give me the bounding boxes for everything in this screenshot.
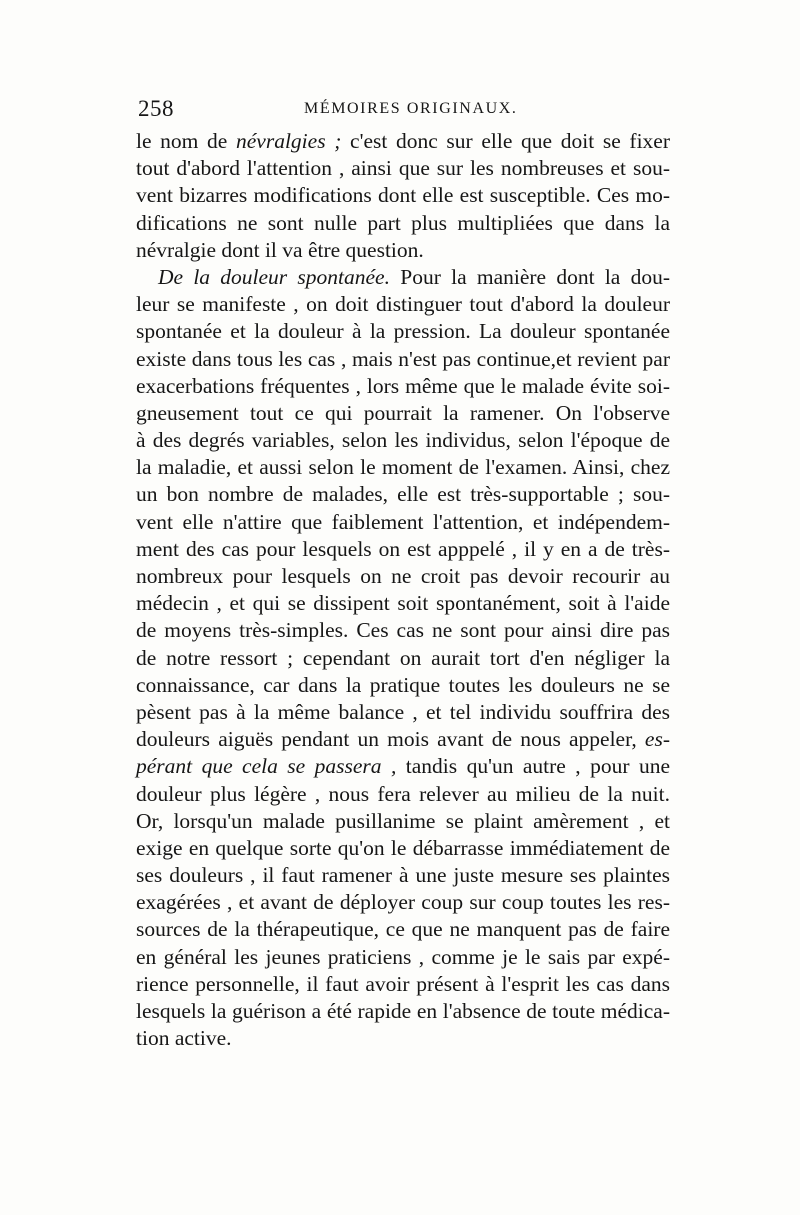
text-run: exagérées , et avant de déployer coup sur coup toutes les res- — [136, 890, 670, 915]
text-line — [136, 155, 670, 182]
text-line — [136, 835, 670, 862]
italic-text: pérant que cela se passera , — [136, 754, 397, 779]
text-run: tandis qu'un autre , pour une — [396, 754, 670, 779]
text-line — [136, 998, 670, 1025]
text-line — [136, 400, 670, 427]
running-head — [138, 96, 670, 126]
text-line — [136, 481, 670, 508]
text-run: difications ne sont nulle part plus multipliées que dans la — [136, 210, 670, 235]
text-line — [136, 699, 670, 726]
text-line — [136, 971, 670, 998]
text-run: douleur plus légère , nous fera relever au milieu de la nuit. — [136, 781, 670, 806]
text-line — [136, 645, 670, 672]
text-line — [136, 237, 670, 264]
text-run: la maladie, et aussi selon le moment de l'examen. Ainsi, chez — [136, 455, 670, 480]
text-run: leur se manifeste , on doit distinguer tout d'abord la douleur — [136, 292, 670, 317]
text-run: connaissance, car dans la pratique toutes les douleurs ne se — [136, 672, 670, 697]
text-line — [136, 617, 670, 644]
text-line — [136, 318, 670, 345]
italic-text: névralgies ; — [236, 129, 342, 153]
text-line — [136, 454, 670, 481]
text-line — [136, 563, 670, 590]
text-line — [136, 944, 670, 971]
text-line — [136, 509, 670, 536]
text-run: en général les jeunes praticiens , comme je le sais par expé- — [136, 944, 670, 969]
text-run: nombreux pour lesquels on ne croit pas devoir recourir au — [136, 564, 670, 588]
text-line — [136, 210, 670, 237]
text-run: rience personnelle, il faut avoir présent à l'esprit les cas dans — [136, 971, 670, 996]
text-run: exige en quelque sorte qu'on le débarrasse immédiatement de — [136, 835, 670, 860]
text-run: vent bizarres modifications dont elle est susceptible. Ces mo- — [136, 183, 670, 208]
body-text — [136, 128, 670, 1052]
text-line — [136, 346, 670, 373]
text-run: le nom de — [136, 129, 236, 153]
text-line — [136, 264, 670, 291]
italic-text: De la douleur spontanée. — [158, 264, 390, 289]
text-run: à des degrés variables, selon les individus, selon l'époque de — [136, 428, 670, 453]
text-run: Pour la manière dont la dou- — [389, 264, 670, 289]
page-number: 258 — [138, 96, 174, 121]
text-run: gneusement tout ce qui pourrait la ramener. On l'observe — [136, 400, 670, 425]
text-line — [136, 889, 670, 916]
text-run: lesquels la guérison a été rapide en l'absence de toute médica- — [136, 999, 670, 1023]
text-line — [136, 128, 670, 155]
text-line — [136, 672, 670, 699]
text-run: de notre ressort ; cependant on aurait tort d'en négliger la — [136, 645, 670, 670]
text-run: c'est donc sur elle que doit se fixer — [341, 129, 670, 153]
text-run: médecin , et qui se dissipent soit spontanément, soit à l'aide — [136, 591, 670, 616]
text-run: exacerbations fréquentes , lors même que le malade évite soi- — [136, 373, 670, 398]
text-line — [136, 536, 670, 563]
text-line — [136, 373, 670, 400]
text-line — [136, 781, 670, 808]
text-line — [136, 427, 670, 454]
text-run: Or, lorsqu'un malade pusillanime se plaint amèrement , et — [136, 808, 670, 833]
text-run: tion active. — [136, 1026, 232, 1051]
running-title: MÉMOIRES ORIGINAUX. — [304, 100, 518, 117]
text-line — [136, 1025, 670, 1052]
text-line — [136, 726, 670, 753]
text-line — [136, 590, 670, 617]
text-run: ment des cas pour lesquels on est apppelé , il y en a de très- — [136, 536, 670, 561]
text-run: névralgie dont il va être question. — [136, 237, 424, 262]
text-run: existe dans tous les cas , mais n'est pas continue,et revient par — [136, 346, 670, 371]
text-line — [136, 808, 670, 835]
text-line — [136, 753, 670, 780]
text-run: douleurs aiguës pendant un mois avant de nous appeler, — [136, 727, 645, 752]
text-run: de moyens très-simples. Ces cas ne sont pour ainsi dire pas — [136, 618, 670, 643]
italic-text: es- — [644, 727, 670, 752]
text-run: sources de la thérapeutique, ce que ne manquent pas de faire — [136, 917, 670, 942]
text-run: un bon nombre de malades, elle est très-supportable ; sou- — [136, 482, 670, 507]
text-run: ses douleurs , il faut ramener à une juste mesure ses plaintes — [136, 863, 670, 888]
text-line — [136, 862, 670, 889]
text-run: vent elle n'attire que faiblement l'attention, et indépendem- — [136, 509, 670, 534]
text-run: spontanée et la douleur à la pression. La douleur spontanée — [136, 319, 670, 344]
text-run: tout d'abord l'attention , ainsi que sur les nombreuses et sou- — [136, 156, 670, 181]
text-run: pèsent pas à la même balance , et tel individu souffrira des — [136, 699, 670, 724]
text-line — [136, 916, 670, 943]
text-line — [136, 182, 670, 209]
text-line — [136, 291, 670, 318]
